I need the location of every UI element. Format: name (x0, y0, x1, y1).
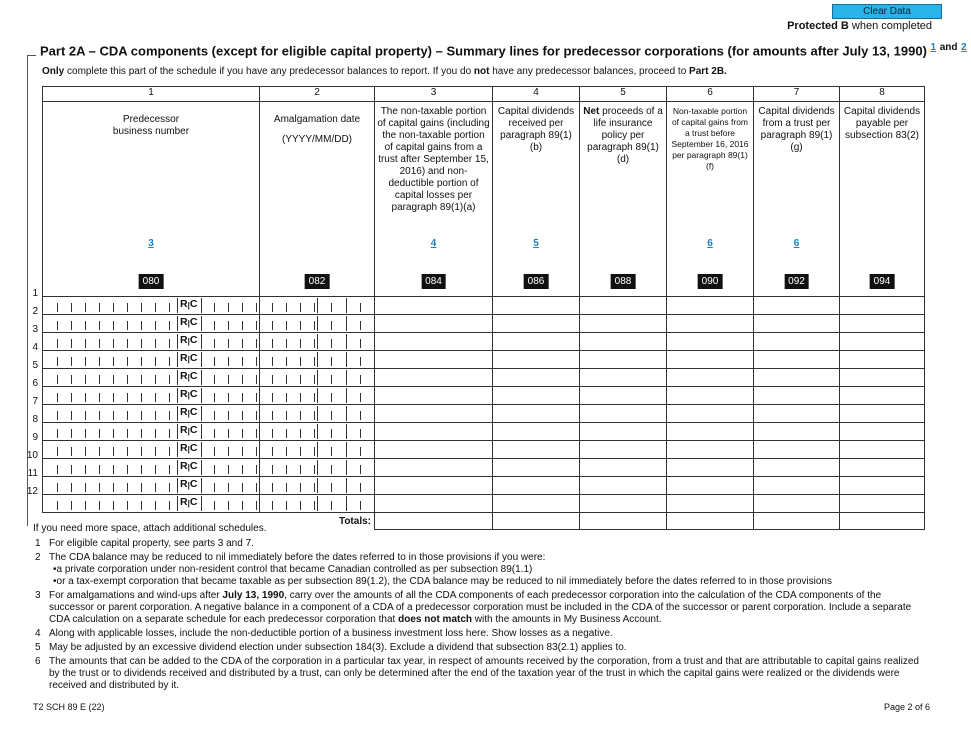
amount-input-088[interactable] (580, 333, 667, 351)
form-id: T2 SCH 89 E (22) (33, 702, 105, 712)
amount-input-084[interactable] (375, 369, 493, 387)
col-header-8: Capital dividends payable per subsection 83(2) 094 (840, 102, 925, 297)
col-number-2: 2 (260, 87, 375, 102)
amalgamation-date-input[interactable] (260, 387, 375, 405)
amount-input-090[interactable] (667, 495, 754, 513)
amount-input-094[interactable] (840, 441, 925, 459)
amount-input-092[interactable] (754, 369, 840, 387)
amalgamation-date-input[interactable] (260, 495, 375, 513)
col-number-5: 5 (580, 87, 667, 102)
amount-input-088[interactable] (580, 495, 667, 513)
amount-input-090[interactable] (667, 459, 754, 477)
col-number-3: 3 (375, 87, 493, 102)
amount-input-092[interactable] (754, 459, 840, 477)
amount-input-086[interactable] (493, 315, 580, 333)
amount-input-094[interactable] (840, 477, 925, 495)
footnote-link-4[interactable]: 4 (430, 238, 437, 249)
amount-input-084[interactable] (375, 333, 493, 351)
amalgamation-date-input[interactable] (260, 441, 375, 459)
col-header-6: Non-taxable portion of capital gains from a trust before September 16, 2016 per paragraph 89(1)(f) 6 090 (667, 102, 754, 297)
amount-input-092[interactable] (754, 315, 840, 333)
amount-input-090[interactable] (667, 477, 754, 495)
col-header-4: Capital dividends received per paragraph 89(1)(b) 5 086 (493, 102, 580, 297)
rc-label: R|C (180, 298, 198, 310)
protected-label: Protected B when completed (787, 20, 932, 32)
row-number: 10 (26, 450, 38, 461)
amount-input-092[interactable] (754, 423, 840, 441)
amount-input-088[interactable] (580, 315, 667, 333)
bn-input[interactable] (43, 333, 260, 351)
table-row (43, 387, 925, 405)
table-row (43, 441, 925, 459)
code-092: 092 (784, 274, 809, 289)
table-row (43, 423, 925, 441)
amount-input-090[interactable] (667, 441, 754, 459)
row-number: 11 (27, 468, 38, 479)
row-number: 5 (32, 360, 38, 371)
bn-input[interactable] (43, 477, 260, 495)
amalgamation-date-input[interactable] (260, 477, 375, 495)
rc-label: R|C (180, 478, 198, 490)
amount-input-090[interactable] (667, 333, 754, 351)
table-row (43, 495, 925, 513)
amount-input-090[interactable] (667, 387, 754, 405)
bn-input[interactable] (43, 351, 260, 369)
amount-input-088[interactable] (580, 351, 667, 369)
rc-label: R|C (180, 388, 198, 400)
amount-input-088[interactable] (580, 459, 667, 477)
amount-input-092[interactable] (754, 477, 840, 495)
amount-input-086[interactable] (493, 459, 580, 477)
notes: If you need more space, attach additional schedules. 1 For eligible capital property, see parts 3 and 7. 2 The CDA balance may be reduced to nil immediately before the dates referred to in those provisions if you were: •a private corporation under non-resident control that became Canadian controlled as per subsection 89(1.1) •or a tax-exempt corporation that became taxable as per subsection 89(1.2), the CDA balance may be reduced to nil immediately before the dates referred to in those provisions 3 For amalgamations and wind-ups after July 13, 1990, carry over the amounts of all the CDA components of each predecessor corporation into the calculation of the CDA components of the successor or parent corporation. A negative balance in a component of a CDA of a predecessor corporation must be included in the CDA of the successor or parent corporation. Include a separate CDA calculation on a separate schedule for each predecessor corporation that does not match with the amounts in My Business Account. 4 Along with applicable losses, include the non-deductible portion of a business investment loss here. Show losses as a negative. 5 May be adjusted by an excessive dividend election under subsection 184(3). Exclude a dividend that subsection 83(2.1) applies to. 6 The amounts that can be added to the CDA of the corporation in a particular tax year, in respect of amounts received by the corporation, from a trust and that are attributable to capital gains realized by the trust or to dividends received and distributed by a trust, can only be determined after the end of the taxation year of the trust in which the capital gains were realized or the dividends were received and distributed by it. (33, 523, 923, 694)
amount-input-084[interactable] (375, 351, 493, 369)
code-088: 088 (611, 274, 636, 289)
rc-label: R|C (180, 406, 198, 418)
amount-input-092[interactable] (754, 495, 840, 513)
col-header-5: Net proceeds of a life insurance policy per paragraph 89(1)(d) 088 (580, 102, 667, 297)
bn-input[interactable] (43, 441, 260, 459)
amount-input-092[interactable] (754, 441, 840, 459)
table-row (43, 333, 925, 351)
bn-input[interactable] (43, 297, 260, 315)
amount-input-088[interactable] (580, 477, 667, 495)
col-number-8: 8 (840, 87, 925, 102)
row-number: 1 (32, 288, 38, 299)
footnote-link-1[interactable]: 1 (930, 42, 937, 53)
table-row (43, 297, 925, 315)
table-row (43, 315, 925, 333)
amount-input-094[interactable] (840, 315, 925, 333)
code-082: 082 (305, 274, 330, 289)
amount-input-092[interactable] (754, 333, 840, 351)
amount-input-092[interactable] (754, 351, 840, 369)
table-row (43, 477, 925, 495)
row-number: 7 (32, 396, 38, 407)
amount-input-094[interactable] (840, 333, 925, 351)
amount-input-086[interactable] (493, 351, 580, 369)
code-080: 080 (139, 274, 164, 289)
amount-input-084[interactable] (375, 315, 493, 333)
cda-table (42, 86, 925, 530)
amount-input-094[interactable] (840, 423, 925, 441)
amount-input-084[interactable] (375, 495, 493, 513)
amount-input-094[interactable] (840, 369, 925, 387)
amount-input-084[interactable] (375, 459, 493, 477)
amount-input-094[interactable] (840, 495, 925, 513)
amount-input-088[interactable] (580, 297, 667, 315)
footnote-link-6b[interactable]: 6 (793, 238, 800, 249)
note-1: 1 For eligible capital property, see parts 3 and 7. (35, 538, 254, 549)
row-number: 12 (26, 486, 38, 497)
bn-input[interactable] (43, 369, 260, 387)
table-row (43, 405, 925, 423)
rc-label: R|C (180, 370, 198, 382)
row-number: 8 (32, 414, 38, 425)
amount-input-088[interactable] (580, 441, 667, 459)
amount-input-086[interactable] (493, 423, 580, 441)
note-2: 2 The CDA balance may be reduced to nil immediately before the dates referred to in those provisions if you were: •a private corporation under non-resident control that became Canadian controlled as per subsection 89(1.1) •or a tax-exempt corporation that became taxable as per subsection 89(1.2), the CDA balance may be reduced to nil immediately before the dates referred to in those provisions (35, 552, 832, 587)
row-number: 2 (32, 306, 38, 317)
rc-label: R|C (180, 424, 198, 436)
amount-input-084[interactable] (375, 477, 493, 495)
table-row (43, 369, 925, 387)
amount-input-088[interactable] (580, 405, 667, 423)
amount-input-088[interactable] (580, 387, 667, 405)
bn-input[interactable] (43, 459, 260, 477)
bn-input[interactable] (43, 423, 260, 441)
bn-input[interactable] (43, 387, 260, 405)
table-row (43, 459, 925, 477)
amount-input-084[interactable] (375, 387, 493, 405)
amount-input-090[interactable] (667, 369, 754, 387)
amount-input-086[interactable] (493, 387, 580, 405)
amount-input-094[interactable] (840, 387, 925, 405)
clear-data-button[interactable]: Clear Data (832, 4, 942, 19)
amount-input-092[interactable] (754, 297, 840, 315)
footnote-link-6a[interactable]: 6 (707, 238, 713, 249)
amount-input-088[interactable] (580, 423, 667, 441)
amount-input-094[interactable] (840, 351, 925, 369)
code-094: 094 (870, 274, 895, 289)
row-number: 9 (32, 432, 38, 443)
footnote-link-3[interactable]: 3 (148, 238, 154, 249)
rc-label: R|C (180, 316, 198, 328)
rc-label: R|C (180, 442, 198, 454)
col-number-4: 4 (493, 87, 580, 102)
amalgamation-date-input[interactable] (260, 351, 375, 369)
amount-input-090[interactable] (667, 297, 754, 315)
note-4: 4 Along with applicable losses, include the non-deductible portion of a business investment loss here. Show losses as a negative. (35, 628, 613, 639)
col-header-3: The non-taxable portion of capital gains (including the non-taxable portion of capital gains from a trust after September 15, 2016) and non-deductible portion of capital losses per paragraph 89(1)(a) 4 084 (375, 102, 493, 297)
instructions: Only complete this part of the schedule if you have any predecessor balances to report. If you do not have any predecessor balances, proceed to Part 2B. (42, 66, 727, 77)
rc-label: R|C (180, 352, 198, 364)
amalgamation-date-input[interactable] (260, 459, 375, 477)
amalgamation-date-input[interactable] (260, 423, 375, 441)
amount-input-086[interactable] (493, 477, 580, 495)
amount-input-090[interactable] (667, 315, 754, 333)
bn-input[interactable] (43, 315, 260, 333)
code-090: 090 (698, 274, 723, 289)
amount-input-086[interactable] (493, 369, 580, 387)
rc-label: R|C (180, 334, 198, 346)
amount-input-088[interactable] (580, 369, 667, 387)
amount-input-092[interactable] (754, 405, 840, 423)
code-086: 086 (524, 274, 549, 289)
amount-input-094[interactable] (840, 297, 925, 315)
row-number: 3 (32, 324, 38, 335)
amalgamation-date-input[interactable] (260, 369, 375, 387)
col-number-7: 7 (754, 87, 840, 102)
amount-input-086[interactable] (493, 441, 580, 459)
totals-label: Totals: (43, 513, 375, 530)
col-header-1: Predecessor business number 3 080 (43, 102, 260, 297)
bn-input[interactable] (43, 495, 260, 513)
amalgamation-date-input[interactable] (260, 333, 375, 351)
amount-input-084[interactable] (375, 441, 493, 459)
code-084: 084 (421, 274, 446, 289)
amount-input-094[interactable] (840, 459, 925, 477)
row-number: 6 (32, 378, 38, 389)
amalgamation-date-input[interactable] (260, 297, 375, 315)
amount-input-084[interactable] (375, 423, 493, 441)
page-number: Page 2 of 6 (883, 702, 930, 712)
rc-label: R|C (180, 496, 198, 508)
amalgamation-date-input[interactable] (260, 315, 375, 333)
part-title: Part 2A – CDA components (except for eligible capital property) – Summary lines for predecessor corporations (for amounts after July 13, 1990) $^1$ $^{and}$ $^2$ (36, 42, 971, 58)
amount-input-086[interactable] (493, 495, 580, 513)
col-number-1: 1 (43, 87, 260, 102)
col-header-2: Amalgamation date (YYYY/MM/DD) 082 (260, 102, 375, 297)
note-5: 5 May be adjusted by an excessive dividend election under subsection 184(3). Exclude a dividend that subsection 83(2.1) applies to. (35, 642, 627, 653)
amount-input-092[interactable] (754, 387, 840, 405)
note-6: 6 The amounts that can be added to the CDA of the corporation in a particular tax year, in respect of amounts received by the corporation, from a trust and that are attributable to capital gains realized by the trust or to dividends received and distributed by a trust, can only be determined after the end of the taxation year of the trust in which the capital gains were realized or the dividends were received and distributed by it. (35, 656, 919, 691)
amount-input-090[interactable] (667, 351, 754, 369)
amount-input-094[interactable] (840, 405, 925, 423)
rc-label: R|C (180, 460, 198, 472)
col-header-7: Capital dividends from a trust per paragraph 89(1)(g) 6 092 (754, 102, 840, 297)
amount-input-084[interactable] (375, 297, 493, 315)
amount-input-090[interactable] (667, 405, 754, 423)
bn-input[interactable] (43, 405, 260, 423)
row-number: 4 (32, 342, 38, 353)
amount-input-086[interactable] (493, 333, 580, 351)
amount-input-090[interactable] (667, 423, 754, 441)
table-row (43, 351, 925, 369)
amalgamation-date-input[interactable] (260, 405, 375, 423)
col-number-6: 6 (667, 87, 754, 102)
amount-input-086[interactable] (493, 405, 580, 423)
amount-input-086[interactable] (493, 297, 580, 315)
footnote-link-5[interactable]: 5 (533, 238, 539, 249)
amount-input-084[interactable] (375, 405, 493, 423)
note-3: 3 For amalgamations and wind-ups after July 13, 1990, carry over the amounts of all the CDA components of each predecessor corporation into the calculation of the CDA components of the successor or parent corporation. A negative balance in a component of a CDA of a predecessor corporation must be included in the CDA of the successor or parent corporation. Include a separate CDA calculation on a separate schedule for each predecessor corporation that does not match with the amounts in My Business Account. (35, 590, 912, 625)
footnote-link-2[interactable]: 2 (961, 42, 967, 53)
